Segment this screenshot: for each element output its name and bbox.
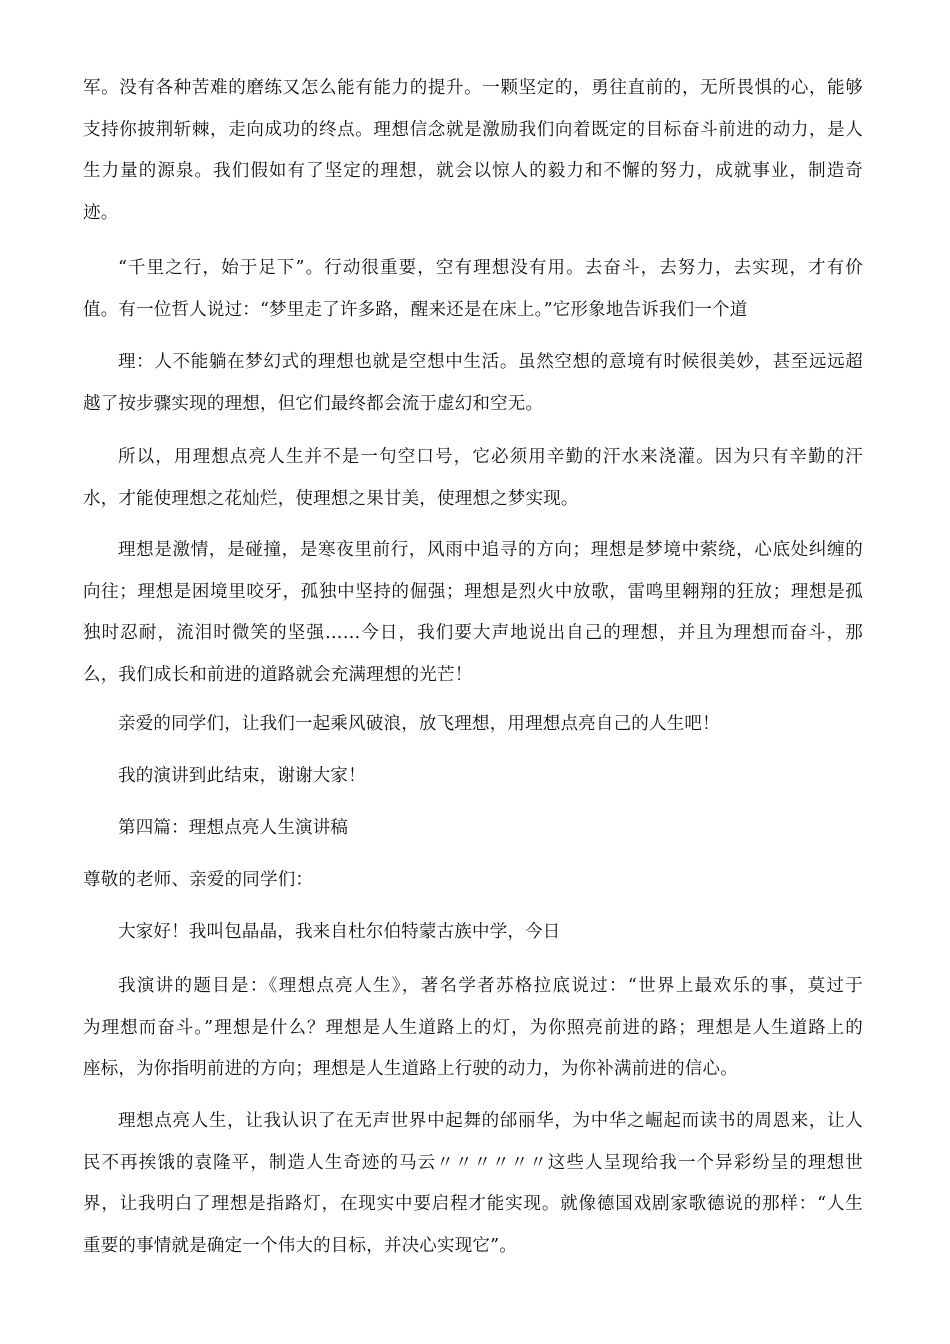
text-line: 越了按步骤实现的理想，但它们最终都会流于虚幻和空无。 — [83, 393, 544, 414]
paragraph — [83, 966, 863, 1091]
paragraph — [83, 704, 863, 746]
paragraph — [83, 756, 863, 798]
text-line: 为理想而奋斗。”理想是什么？理想是人生道路上的灯，为你照亮前进的路；理想是人生道路上的 — [83, 1017, 863, 1038]
text-line: 理想是激情，是碰撞，是寒夜里前行，风雨中追寻的方向；理想是梦境中萦绕，心底处纠缠的 — [118, 540, 863, 560]
text-line: 尊敬的老师、亲爱的同学们： — [83, 870, 314, 890]
text-line: 民不再挨饿的袁隆平，制造人生奇迹的马云〃〃〃〃〃〃这些人呈现给我一个异彩纷呈的理想世 — [83, 1152, 863, 1173]
text-line: 我的演讲到此结束，谢谢大家！ — [118, 766, 366, 786]
text-line: 所以，用理想点亮人生并不是一句空口号，它必须用辛勤的汗水来浇灌。因为只有辛勤的汗 — [118, 447, 863, 467]
paragraph — [83, 530, 863, 696]
text-line: 水，才能使理想之花灿烂，使理想之果甘美，使理想之梦实现。 — [83, 488, 579, 509]
text-line: 独时忍耐，流泪时微笑的坚强……今日，我们要大声地说出自己的理想，并且为理想而奋斗，那 — [83, 623, 863, 643]
text-line: 生力量的源泉。我们假如有了坚定的理想，就会以惊人的毅力和不懈的努力，成就事业，制造奇 — [83, 161, 863, 181]
paragraph — [83, 1101, 863, 1267]
text-line: 军。没有各种苦难的磨练又怎么能有能力的提升。一颗坚定的，勇往直前的，无所畏惧的心，能够 — [83, 78, 863, 98]
text-line: 理想点亮人生，让我认识了在无声世界中起舞的邰丽华，为中华之崛起而读书的周恩来，让人 — [118, 1111, 863, 1131]
paragraph — [83, 342, 863, 425]
text-line: 我演讲的题目是：《理想点亮人生》，著名学者苏格拉底说过：“世界上最欢乐的事，莫过于 — [118, 976, 863, 996]
paragraph — [83, 68, 863, 234]
section-heading — [83, 808, 863, 850]
paragraph — [83, 248, 863, 331]
text-line: 座标，为你指明前进的方向；理想是人生道路上行驶的动力，为你补满前进的信心。 — [83, 1059, 738, 1079]
text-line: 支持你披荆斩棘，走向成功的终点。理想信念就是激励我们向着既定的目标奋斗前进的动力，是人 — [83, 119, 863, 140]
text-line: 么，我们成长和前进的道路就会充满理想的光芒！ — [83, 664, 473, 685]
text-line: 亲爱的同学们，让我们一起乘风破浪，放飞理想，用理想点亮自己的人生吧！ — [118, 714, 720, 734]
text-line: “千里之行，始于足下”。行动很重要，空有理想没有用。去奋斗，去努力，去实现，才有价 — [118, 258, 863, 278]
text-line: 值。有一位哲人说过：“梦里走了许多路，醒来还是在床上。”它形象地告诉我们一个道 — [83, 299, 748, 320]
paragraph — [83, 912, 863, 954]
text-line: 大家好！我叫包晶晶，我来自杜尔伯特蒙古族中学，今日 — [118, 922, 561, 942]
text-line: 迹。 — [83, 202, 119, 223]
text-line: 第四篇：理想点亮人生演讲稿 — [118, 818, 349, 838]
text-line: 界，让我明白了理想是指路灯，在现实中要启程才能实现。就像德国戏剧家歌德说的那样：“人生 — [83, 1194, 863, 1214]
text-line: 向往；理想是困境里咬牙，孤独中坚持的倔强；理想是烈火中放歌，雷鸣里翱翔的狂放；理想是孤 — [83, 581, 863, 602]
text-line: 重要的事情就是确定一个伟大的目标，并决心实现它”。 — [83, 1235, 517, 1256]
text-line: 理：人不能躺在梦幻式的理想也就是空想中生活。虽然空想的意境有时候很美妙，甚至远远超 — [118, 352, 863, 372]
salutation — [83, 860, 863, 902]
paragraph — [83, 437, 863, 520]
